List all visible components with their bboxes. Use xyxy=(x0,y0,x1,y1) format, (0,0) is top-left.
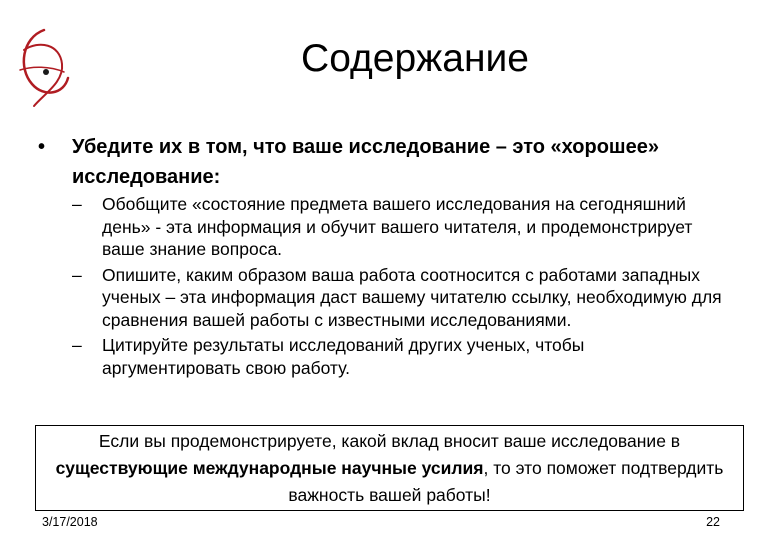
sub-bullet-text: Цитируйте результаты исследований других ученых, чтобы аргументировать свою работу. xyxy=(102,335,585,378)
slide-title: Содержание xyxy=(301,37,529,80)
dash-marker: – xyxy=(72,264,82,285)
dash-marker: – xyxy=(72,335,82,355)
sub-bullet-text: Обобщите «состояние предмета вашего исследования на сегодняшний день» - эта информация и обучит вашего читателя, и продемонстрирует ваше знание вопроса. xyxy=(102,194,693,259)
main-bullet xyxy=(38,132,698,192)
conclusion-text-part1: Если вы продемонстрируете, какой вклад вносит ваше исследование в xyxy=(98,431,681,451)
sub-bullet-text: Опишите, каким образом ваша работа соотносится с работами западных ученых – эта информация даст вашему читателю ссылку, необходимую для сравнения вашей работы с известными исследованиями. xyxy=(102,264,722,330)
main-bullet-text: Убедите их в том, что ваше исследование – это «хорошее» исследование: xyxy=(72,136,659,188)
sub-bullet-list xyxy=(72,193,722,382)
dash-marker: – xyxy=(72,194,82,214)
sub-bullet-item xyxy=(72,264,722,332)
conclusion-text-part2: , то это поможет подтвердить важность вашей работы! xyxy=(288,458,724,505)
conclusion-box xyxy=(35,425,744,511)
sub-bullet-item xyxy=(72,334,722,379)
logo-icon xyxy=(14,20,74,110)
footer-date: 3/17/2018 xyxy=(42,515,98,529)
page-number: 22 xyxy=(706,515,720,529)
sub-bullet-item xyxy=(72,193,722,261)
bullet-marker: • xyxy=(38,136,46,158)
conclusion-bold-text: существующие международные научные усилия xyxy=(55,458,484,478)
